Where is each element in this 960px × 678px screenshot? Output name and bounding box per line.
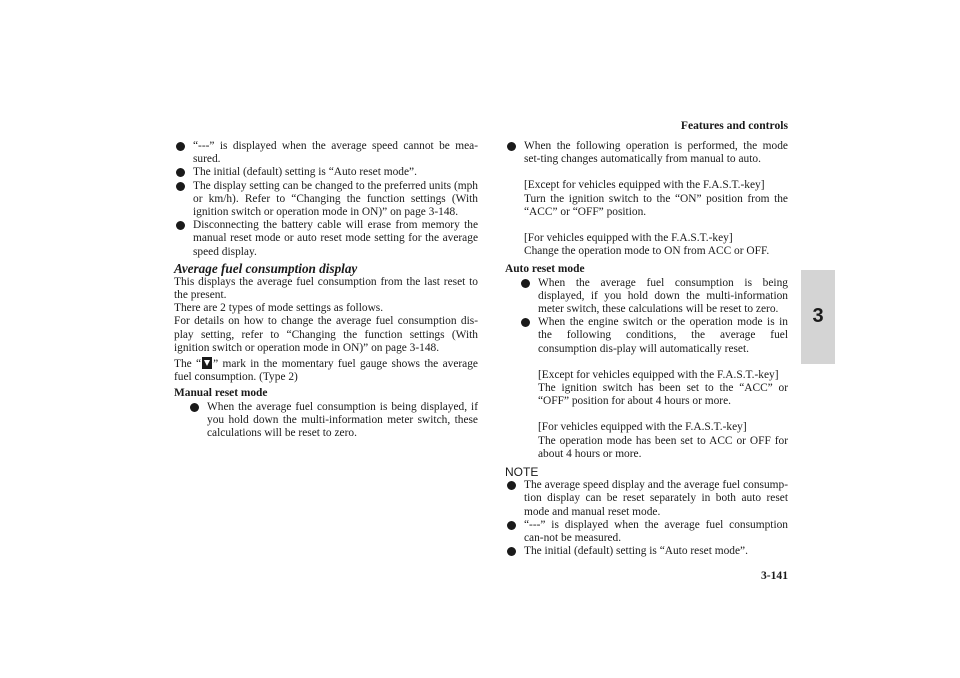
- bullet-icon: [176, 168, 185, 177]
- condition-heading: [For vehicles equipped with the F.A.S.T.-key]: [524, 232, 733, 245]
- list-item: The initial (default) setting is “Auto reset mode”.: [174, 166, 478, 179]
- bullet-icon: [507, 142, 516, 151]
- bullet-icon: [176, 182, 185, 191]
- bullet-icon: [507, 481, 516, 490]
- list-item: “---” is displayed when the average speed cannot be mea-sured.: [174, 140, 478, 166]
- bullet-icon: [507, 521, 516, 530]
- bullet-icon: [176, 221, 185, 230]
- list-item: The average speed display and the average fuel consump-tion display can be reset separately in both auto reset mode and manual reset mode.: [505, 479, 788, 519]
- list-item: When the average fuel consumption is being displayed, if you hold down the multi-information meter switch, these calculations will be reset to zero.: [519, 277, 788, 317]
- bullet-icon: [176, 142, 185, 151]
- list-item: The display setting can be changed to the preferred units (mph or km/h). Refer to “Changing the function settings (With ignition switch or operation mode in ON)” on page 3-148.: [174, 180, 478, 220]
- paragraph: There are 2 types of mode settings as follows.: [174, 302, 384, 315]
- list-item: Disconnecting the battery cable will erase from memory the manual reset mode or auto reset mode setting for the average speed display.: [174, 219, 478, 259]
- left-column: [174, 140, 478, 440]
- average-marker-icon: [202, 357, 212, 369]
- paragraph: The “ ” mark in the momentary fuel gauge shows the average fuel consumption. (Type 2): [174, 358, 478, 384]
- subsection-title: Auto reset mode: [505, 263, 585, 276]
- paragraph: The operation mode has been set to ACC or OFF for about 4 hours or more.: [538, 434, 788, 460]
- list-item: When the engine switch or the operation mode is in the following conditions, the average fuel consumption dis-play will automatically reset.: [519, 316, 788, 356]
- bullet-icon: [507, 547, 516, 556]
- paragraph: The ignition switch has been set to the “ACC” or “OFF” position for about 4 hours or more.: [538, 382, 788, 408]
- condition-heading: [For vehicles equipped with the F.A.S.T.-key]: [538, 421, 747, 434]
- note-label: NOTE: [505, 465, 539, 480]
- right-column: [505, 140, 788, 558]
- page-number: 3-141: [760, 569, 788, 582]
- list-item: When the following operation is performed, the mode set-ting changes automatically from manual to auto.: [505, 140, 788, 166]
- running-header: Features and controls: [680, 119, 788, 132]
- list-item: “---” is displayed when the average fuel consumption can-not be measured.: [505, 519, 788, 545]
- condition-heading: [Except for vehicles equipped with the F.A.S.T.-key]: [538, 368, 779, 381]
- paragraph: Change the operation mode to ON from ACC or OFF.: [524, 245, 770, 258]
- subsection-title: Manual reset mode: [174, 387, 268, 400]
- bullet-icon: [521, 318, 530, 327]
- bullet-icon: [190, 403, 199, 412]
- list-item: The initial (default) setting is “Auto reset mode”.: [505, 545, 788, 558]
- condition-heading: [Except for vehicles equipped with the F.A.S.T.-key]: [524, 179, 765, 192]
- paragraph: This displays the average fuel consumption from the last reset to the present.: [174, 275, 478, 302]
- paragraph: Turn the ignition switch to the “ON” position from the “ACC” or “OFF” position.: [524, 192, 788, 218]
- list-item: When the average fuel consumption is being displayed, if you hold down the multi-information meter switch, these calculations will be reset to zero.: [188, 401, 478, 441]
- bullet-icon: [521, 279, 530, 288]
- paragraph: For details on how to change the average fuel consumption dis-play setting, refer to “Changing the function settings (With ignition switch or operation mode in ON)” on page 3-148.: [174, 315, 478, 354]
- chapter-tab: [801, 270, 835, 364]
- chapter-number: 3: [812, 305, 824, 328]
- section-title: Average fuel consumption display: [174, 260, 358, 276]
